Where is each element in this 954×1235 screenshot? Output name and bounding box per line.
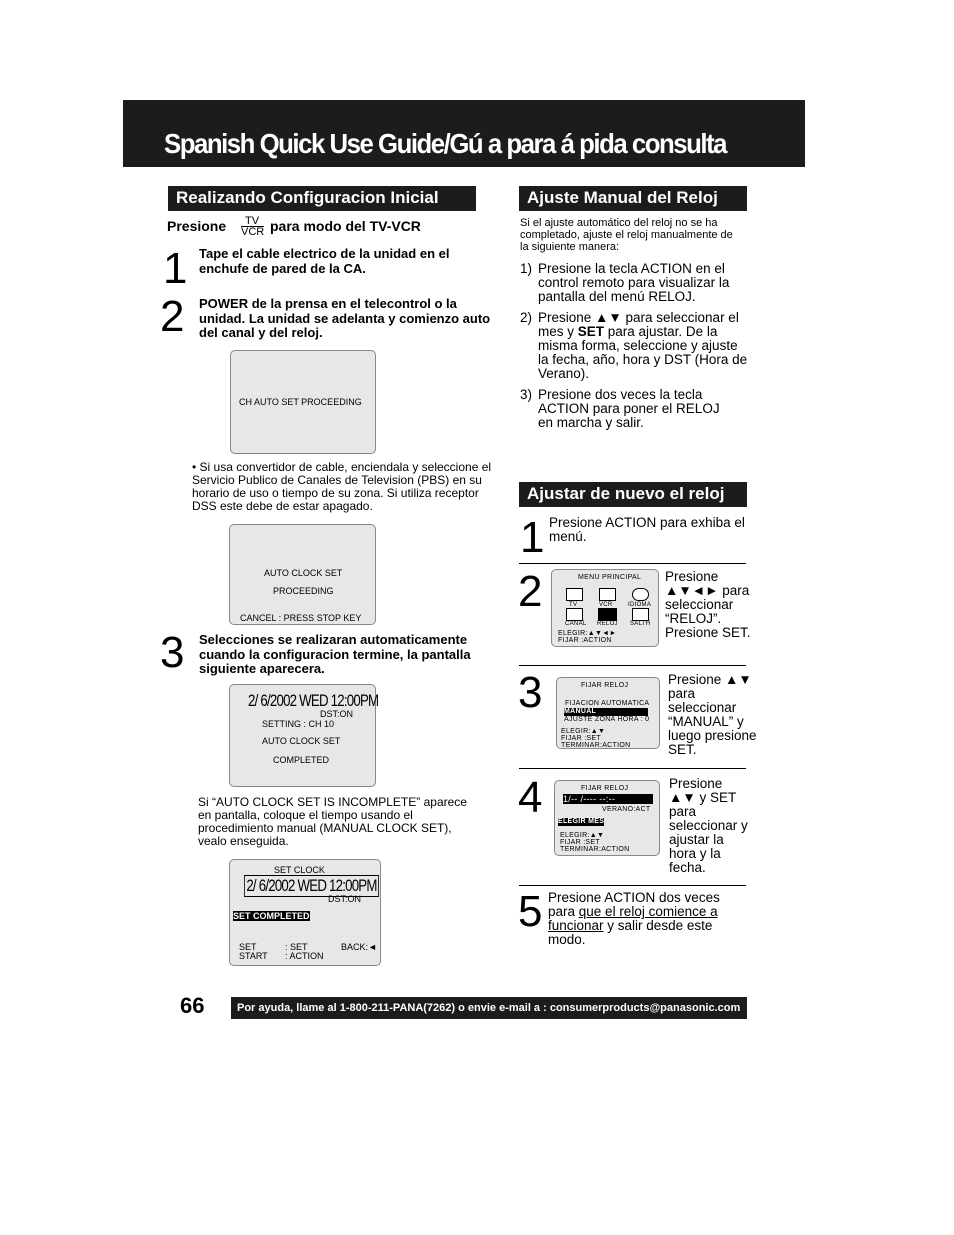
language-icon	[632, 588, 649, 601]
setting-label: SETTING : CH 10	[262, 719, 335, 729]
screen-line-1: AUTO CLOCK SET	[264, 568, 343, 578]
reset-step-number-1: 1	[520, 513, 545, 562]
tv-screen-ch-auto-set	[230, 350, 376, 454]
terminar-label: TERMINAR:ACTION	[560, 846, 630, 853]
verano-label: VERANO:ACT	[602, 806, 651, 813]
page-title: Spanish Quick Use Guide/Gú a para á pida consulta	[164, 128, 727, 159]
reset-step-3-text: Presione ▲▼ para seleccionar “MANUAL” y luego presione SET.	[668, 672, 757, 757]
terminar-label: TERMINAR:ACTION	[561, 742, 631, 749]
manual-step-1-num: 1)	[520, 261, 533, 276]
section-heading-manual-clock: Ajuste Manual del Reloj	[519, 186, 747, 211]
screen-text: CH AUTO SET PROCEEDING	[239, 397, 362, 407]
manual-clock-screen	[554, 780, 660, 856]
divider	[519, 768, 746, 769]
screen-line-2: PROCEEDING	[273, 586, 334, 596]
back-label: BACK:◄	[341, 942, 377, 952]
start-key-label: START	[239, 951, 268, 961]
incomplete-note: Si “AUTO CLOCK SET IS INCOMPLETE” aparece en pantalla, coloque el tiempo usando el procedimiento manual (MANUAL CLOCK SET), vealo enseguida.	[198, 795, 467, 848]
manual-intro: Si el ajuste automático del reloj no se ha completado, ajuste el reloj manualmente de la siguiente manera:	[520, 217, 733, 253]
completed-label: COMPLETED	[273, 755, 330, 765]
tv-screen-auto-clock-set	[229, 524, 376, 625]
manual-step-3-num: 3)	[520, 387, 533, 402]
tv-screen-clock-completed	[229, 684, 379, 787]
manual-step-2-text: Presione ▲▼ para seleccionar el mes y SET para ajustar. De la misma forma, seleccione y ajuste la fecha, año, hora y DST (Hora de Verano).	[538, 310, 748, 381]
step-number-3: 3	[160, 628, 185, 677]
fijar-title: FIJAR RELOJ	[581, 682, 629, 689]
screen-line-3: CANCEL : PRESS STOP KEY	[240, 613, 362, 623]
section-heading-reset-clock: Ajustar de nuevo el reloj	[519, 482, 747, 507]
tv-icon	[566, 588, 583, 601]
set-clock-title: SET CLOCK	[274, 865, 325, 875]
manual-step-1-text: Presione la tecla ACTION en el control remoto para visualizar la pantalla del menú RELOJ.	[538, 261, 730, 304]
press-label: Presione	[167, 218, 227, 234]
salth-menu-label: SALTH	[630, 621, 651, 627]
dst-label: DST:ON	[320, 709, 354, 719]
step-2-text: POWER de la prensa en el telecontrol o la unidad. La unidad se adelanta y comienzo auto del canal y del reloj.	[199, 296, 491, 340]
step-number-2: 2	[160, 292, 185, 341]
cable-note: • Si usa convertidor de cable, enciendala y seleccione el Servicio Publico de Canales de Television (PBS) en su horario de uso o tiempo de su zona. Si utiliza receptor DSS este debe de estar apagado.	[192, 460, 492, 513]
manual-step-3-text: Presione dos veces la tecla ACTION para poner el RELOJ en marcha y salir.	[538, 387, 720, 430]
page-number: 66	[180, 993, 205, 1018]
vcr-icon	[599, 588, 616, 601]
fijar-label: FIJAR :SET	[560, 839, 600, 846]
reset-step-number-2: 2	[518, 567, 543, 616]
start-key-value: : ACTION	[285, 951, 324, 961]
fijar-reloj-screen	[556, 677, 660, 749]
clock-display: 2/ 6/2002 WED 12:00PM	[248, 691, 379, 710]
press-mode-label: para modo del TV-VCR	[270, 218, 421, 234]
dst-label: DST:ON	[328, 894, 362, 904]
reset-step-2-text: Presione ▲▼◄► para seleccionar “RELOJ”. Presione SET.	[665, 569, 751, 640]
tv-screen-set-clock	[229, 859, 381, 966]
canal-menu-label: CANAL	[565, 621, 587, 627]
menu-principal-screen	[551, 569, 659, 647]
manual-clock-value: 1/-- /---- --:--	[563, 794, 653, 804]
elegir-label: ELEGIR:▲▼◄►	[558, 630, 617, 637]
reset-step-5-text: Presione ACTION dos veces para que el reloj comience a funcionar y salir desde este modo.	[548, 890, 720, 947]
divider	[519, 665, 746, 666]
elegir-label: ELEGIR:▲▼	[560, 832, 605, 839]
fijar-title: FIJAR RELOJ	[581, 785, 629, 792]
reset-step-number-5: 5	[518, 887, 543, 936]
fijar-label: FIJAR :SET	[561, 735, 601, 742]
zone-option: AJUSTE ZONA HORA : 0	[564, 716, 650, 723]
step-number-1: 1	[163, 244, 188, 293]
help-footer: Por ayuda, llame al 1-800-211-PANA(7262) o envie e-mail a : consumerproducts@panasonic.com	[231, 997, 747, 1019]
reloj-menu-label: RELOJ	[597, 621, 618, 627]
reset-step-number-4: 4	[518, 773, 543, 822]
divider	[519, 563, 746, 564]
idioma-menu-label: IDIOMA	[628, 602, 652, 608]
manual-option: MANUAL	[564, 708, 648, 716]
vcr-menu-label: VCR	[599, 602, 613, 608]
step-3-text: Selecciones se realizaran automaticamente cuando la configuracion termine, la pantalla siguiente aparecera.	[199, 632, 471, 676]
section-heading-initial-setup: Realizando Configuracion Inicial	[168, 186, 476, 211]
elegir-mes-label: ELEGIR MES	[558, 818, 605, 825]
divider	[519, 885, 746, 886]
vcr-label: VCR	[241, 226, 265, 238]
clock-display: 2/ 6/2002 WED 12:00PM	[244, 875, 379, 897]
auto-clock-label: AUTO CLOCK SET	[262, 736, 341, 746]
step-1-text: Tape el cable electrico de la unidad en el enchufe de pared de la CA.	[199, 246, 450, 276]
menu-title: MENU PRINCIPAL	[578, 574, 642, 581]
reset-step-number-3: 3	[518, 668, 543, 717]
auto-option: FIJACION AUTOMATICA	[565, 700, 650, 707]
fijar-label: FIJAR :ACTION	[558, 637, 612, 644]
reset-step-4-text: Presione ▲▼ y SET para seleccionar y ajustar la hora y la fecha.	[669, 776, 748, 875]
reset-step-1-text: Presione ACTION para exhiba el menú.	[549, 515, 745, 544]
set-completed-label: SET COMPLETED	[233, 911, 310, 921]
set-key-value: : SET	[285, 942, 308, 952]
tv-menu-label: TV	[569, 602, 578, 608]
tv-label: TV	[245, 215, 260, 227]
manual-step-2-num: 2)	[520, 310, 533, 325]
set-key-label: SET	[239, 942, 257, 952]
elegir-label: ELEGIR:▲▼	[561, 728, 606, 735]
